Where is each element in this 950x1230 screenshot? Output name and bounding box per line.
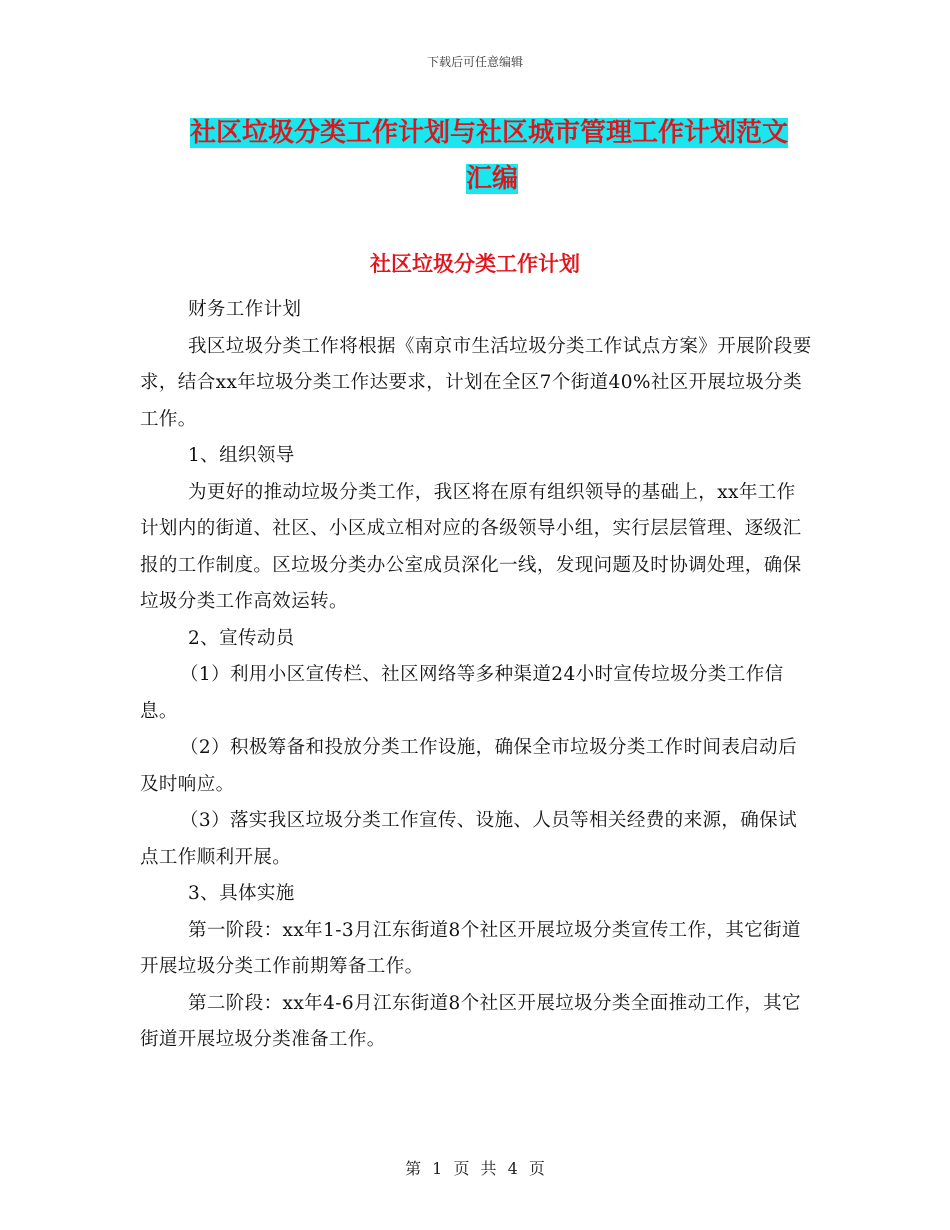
section-title: 社区垃圾分类工作计划 [370, 251, 580, 276]
document-title [190, 110, 810, 202]
header-note: 下载后可任意编辑 [426, 55, 523, 69]
paragraph-publicity-3: （3）落实我区垃圾分类工作宣传、设施、人员等相关经费的来源，确保试点工作顺利开展。 [140, 810, 797, 868]
paragraph-organization: 为更好的推动垃圾分类工作，我区将在原有组织领导的基础上，xx年工作计划内的街道、社区、小区成立相对应的各级领导小组，实行层层管理、逐级汇报的工作制度。区垃圾分类办公室成员深化一线，发现问题及时协调处理，确保垃圾分类工作高效运转。 [140, 481, 802, 612]
paragraph-publicity-1: （1）利用小区宣传栏、社区网络等多种渠道24小时宣传垃圾分类工作信息。 [140, 664, 784, 722]
heading-organization: 1、组织领导 [188, 445, 295, 466]
document-title-line2: 汇编 [465, 164, 518, 194]
paragraph-phase-2: 第二阶段：xx年4-6月江东街道8个社区开展垃圾分类全面推动工作，其它街道开展垃圾分类准备工作。 [140, 992, 801, 1050]
heading-implementation: 3、具体实施 [188, 883, 295, 904]
paragraph-finance-plan: 财务工作计划 [188, 299, 302, 320]
document-title-line1: 社区垃圾分类工作计划与社区城市管理工作计划范文 [190, 118, 789, 148]
document-body [140, 292, 812, 1059]
heading-publicity: 2、宣传动员 [188, 627, 295, 649]
page-footer: 第 1 页 共 4 页 [405, 1159, 545, 1178]
paragraph-intro: 我区垃圾分类工作将根据《南京市生活垃圾分类工作试点方案》开展阶段要求，结合xx年垃圾分类工作达要求，计划在全区7个街道40%社区开展垃圾分类工作。 [140, 335, 812, 430]
paragraph-phase-1: 第一阶段：xx年1-3月江东街道8个社区开展垃圾分类宣传工作，其它街道开展垃圾分类工作前期筹备工作。 [140, 919, 801, 977]
paragraph-publicity-2: （2）积极筹备和投放分类工作设施，确保全市垃圾分类工作时间表启动后及时响应。 [140, 737, 797, 795]
